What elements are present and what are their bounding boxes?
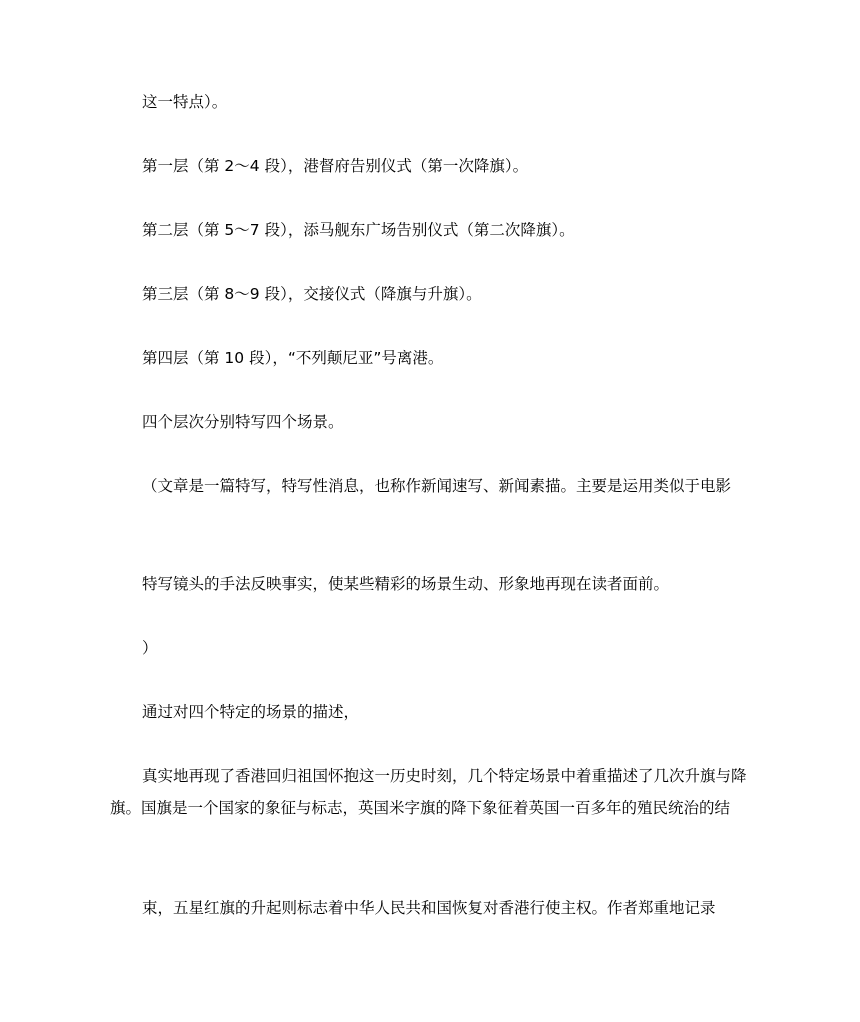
paragraph-line: 这一特点）。 [142, 93, 228, 111]
paragraph-line: 第三层（第 8～9 段），交接仪式（降旗与升旗）。 [142, 285, 482, 303]
paragraph-line: 真实地再现了香港回归祖国怀抱这一历史时刻，几个特定场景中着重描述了几次升旗与降旗。国旗是一个国家的象征与标志，英国米字旗的降下象征着英国一百多年的殖民统治的结 [110, 767, 747, 817]
paragraph-line: 通过对四个特定的场景的描述， [142, 703, 360, 721]
paragraph-line: 四个层次分别特写四个场景。 [142, 413, 344, 431]
paragraph-line: 特写镜头的手法反映事实，使某些精彩的场景生动、形象地再现在读者面前。 [142, 575, 670, 593]
paragraph-line: （文章是一篇特写，特写性消息，也称作新闻速写、新闻素描。主要是运用类似于电影 [142, 477, 732, 495]
paragraph-line: 束，五星红旗的升起则标志着中华人民共和国恢复对香港行使主权。作者郑重地记录 [142, 899, 716, 917]
paragraph-line: 第一层（第 2～4 段），港督府告别仪式（第一次降旗）。 [142, 157, 529, 175]
paragraph-line: 第四层（第 10 段），“不列颠尼亚”号离港。 [142, 349, 444, 367]
paragraph-line: 第二层（第 5～7 段），添马舰东广场告别仪式（第二次降旗）。 [142, 221, 575, 239]
paragraph-line: ） [142, 639, 158, 657]
